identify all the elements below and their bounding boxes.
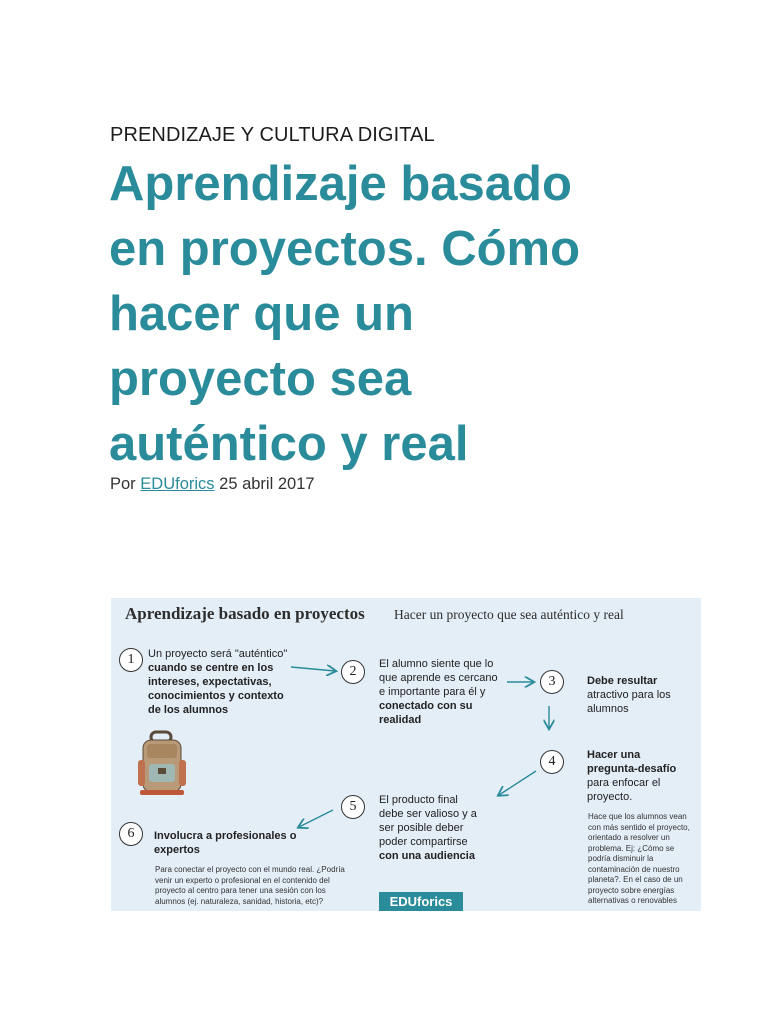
step-number: 4 — [540, 750, 564, 774]
step-line: e importante para él y — [379, 686, 486, 698]
step-number: 1 — [119, 648, 143, 672]
step-line: ser posible deber — [379, 822, 464, 834]
note-line: proyecto al centro para tener una sesión con los — [155, 886, 326, 895]
note-line: problema. Ej: ¿Cómo se — [588, 843, 675, 853]
note-line: proyecto sobre energías — [588, 885, 675, 895]
step-line: para enfocar el — [587, 777, 661, 789]
publish-date: 25 abril 2017 — [219, 475, 315, 493]
arrow-4-5 — [499, 771, 536, 795]
step-3-text — [587, 674, 697, 716]
step-number: 6 — [119, 822, 143, 846]
arrow-5-6 — [299, 810, 333, 827]
note-line: con más sentido el proyecto, — [588, 822, 690, 832]
step-line: Involucra a profesionales o — [154, 830, 297, 842]
note-line: orientado a resolver un — [588, 833, 670, 842]
step-line: El producto final — [379, 794, 458, 806]
step-number: 2 — [341, 660, 365, 684]
step-4-note — [588, 812, 700, 907]
step-line: conectado con su — [379, 700, 473, 712]
step-6-text — [154, 829, 344, 857]
step-line: El alumno siente que lo — [379, 658, 494, 670]
step-line: expertos — [154, 844, 200, 856]
step-number: 5 — [341, 795, 365, 819]
note-line: contaminación de nuestro — [588, 864, 680, 874]
note-line: Para conectar el proyecto con el mundo real. ¿Podría — [155, 865, 345, 874]
step-line: alumnos — [587, 703, 629, 715]
step-line: Hacer una — [587, 749, 641, 761]
author-link[interactable]: EDUforics — [140, 475, 215, 493]
step-number: 3 — [540, 670, 564, 694]
note-line: Hace que los alumnos vean — [588, 812, 687, 821]
byline — [110, 475, 315, 494]
step-4-text — [587, 748, 697, 804]
step-line: intereses, expectativas, — [148, 676, 272, 688]
title-line: hacer que un — [109, 287, 414, 341]
backpack-icon — [138, 732, 186, 795]
step-line: poder compartirse — [379, 836, 468, 848]
step-6-note — [155, 865, 375, 907]
byline-prefix: Por — [110, 475, 136, 493]
note-line: alternativas o renovables — [588, 896, 677, 905]
step-line: proyecto. — [587, 791, 633, 803]
step-line: pregunta-desafío — [587, 763, 677, 775]
step-line: realidad — [379, 714, 422, 726]
step-line: con una audiencia — [379, 850, 475, 862]
step-line: atractivo para los — [587, 689, 671, 701]
infographic-image — [111, 598, 701, 911]
step-line: Un proyecto será "auténtico" — [148, 648, 288, 660]
article-category: PRENDIZAJE Y CULTURA DIGITAL — [110, 124, 435, 146]
step-line: de los alumnos — [148, 704, 229, 716]
infographic-title: Aprendizaje basado en proyectos — [125, 604, 365, 623]
note-line: podría disminuir la — [588, 854, 654, 863]
brand-logo: EDUforics — [379, 892, 463, 911]
step-line: conocimientos y contexto — [148, 690, 284, 702]
step-line: debe ser valioso y a — [379, 808, 477, 820]
step-2-text — [379, 657, 499, 727]
infographic-subtitle: Hacer un proyecto que sea auténtico y real — [394, 607, 624, 622]
note-line: alumnos (ej. naturaleza, sanidad, historia, etc)? — [155, 896, 324, 906]
title-line: Aprendizaje basado — [109, 157, 572, 211]
article-title — [109, 152, 669, 477]
title-line: auténtico y real — [109, 417, 469, 471]
note-line: venir un experto o profesional en el contenido del — [155, 875, 330, 885]
step-line: Debe resultar — [587, 675, 658, 687]
step-1-text — [148, 647, 308, 717]
title-line: proyecto sea — [109, 352, 412, 406]
note-line: planeta?. En el caso de un — [588, 875, 683, 884]
step-5-text — [379, 793, 499, 863]
title-line: en proyectos. Cómo — [109, 222, 581, 276]
step-line: que aprende es cercano — [379, 672, 498, 684]
step-line: cuando se centre en los — [148, 662, 274, 674]
